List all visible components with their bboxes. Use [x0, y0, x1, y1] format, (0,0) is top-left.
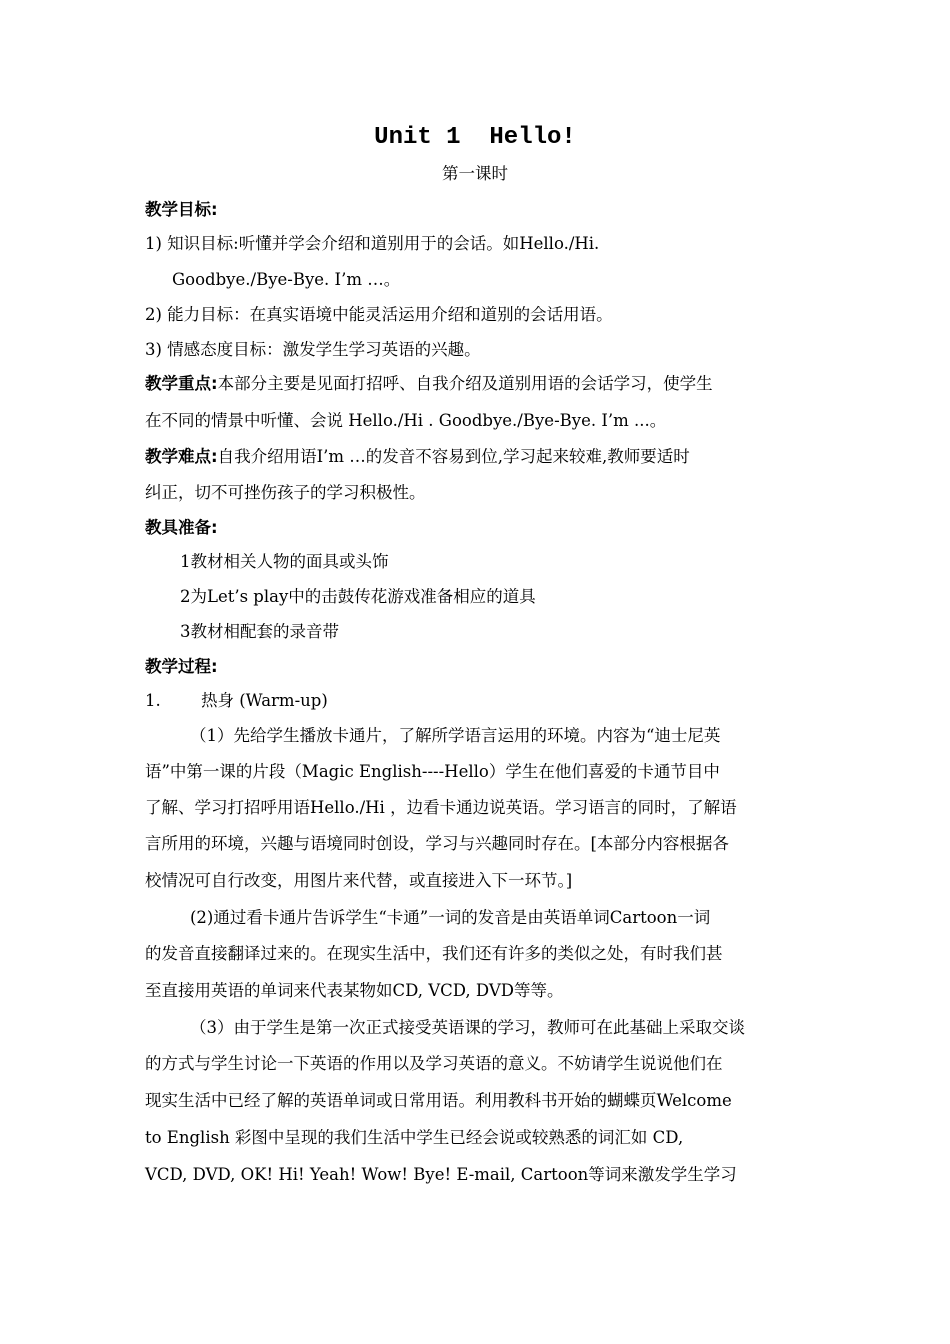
lesson-subtitle: 第一课时 [442, 164, 508, 183]
objective-item: 3) 情感态度目标：激发学生学习英语的兴趣。 [145, 340, 481, 359]
paragraph-line: 现实生活中已经了解的英语单词或日常用语。利用教科书开始的蝴蝶页Welcome [145, 1091, 732, 1110]
objective-item: Goodbye./Bye-Bye. I’m …。 [172, 270, 401, 289]
step-heading [145, 689, 328, 713]
objective-item: 1) 知识目标:听懂并学会介绍和道别用于的会话。如Hello./Hi. [145, 234, 600, 253]
step-label: 热身 (Warm-up) [201, 691, 328, 710]
difficulties-line: 纠正，切不可挫伤孩子的学习积极性。 [145, 483, 426, 502]
page-title: Unit 1 Hello! [374, 124, 576, 151]
key-points-label: 教学重点: [145, 374, 218, 393]
paragraph-line: （3）由于学生是第一次正式接受英语课的学习，教师可在此基础上采取交谈 [190, 1018, 745, 1037]
objective-item: 2) 能力目标：在真实语境中能灵活运用介绍和道别的会话用语。 [145, 305, 613, 324]
materials-heading: 教具准备: [145, 518, 218, 537]
paragraph-line: 校情况可自行改变，用图片来代替，或直接进入下一环节。] [145, 871, 573, 890]
difficulties-text: 自我介绍用语I’m …的发音不容易到位,学习起来较难,教师要适时 [217, 447, 690, 466]
material-item: 2为Let’s play中的击鼓传花游戏准备相应的道具 [180, 587, 536, 606]
key-points-line: 在不同的情景中听懂、会说 Hello./Hi . Goodbye./Bye-Bye. I’m ...。 [145, 411, 667, 430]
paragraph-line: （1）先给学生播放卡通片，了解所学语言运用的环境。内容为“迪士尼英 [190, 726, 721, 745]
paragraph-line: VCD, DVD, OK! Hi! Yeah! Wow! Bye! E-mail, Cartoon等词来激发学生学习 [145, 1165, 737, 1184]
paragraph-line: 的方式与学生讨论一下英语的作用以及学习英语的意义。不妨请学生说说他们在 [145, 1054, 723, 1073]
key-points-text: 本部分主要是见面打招呼、自我介绍及道别用语的会话学习，使学生 [217, 374, 713, 393]
difficulties-line [145, 445, 690, 469]
paragraph-line: 的发音直接翻译过来的。在现实生活中，我们还有许多的类似之处，有时我们甚 [145, 944, 723, 963]
paragraph-line: to English 彩图中呈现的我们生活中学生已经会说或较熟悉的词汇如 CD, [145, 1128, 684, 1147]
material-item: 1教材相关人物的面具或头饰 [180, 552, 389, 571]
process-heading: 教学过程: [145, 657, 218, 676]
paragraph-line: 语”中第一课的片段（Magic English----Hello）学生在他们喜爱的卡通节目中 [145, 762, 720, 781]
paragraph-line: 言所用的环境，兴趣与语境同时创设，学习与兴趣同时存在。[本部分内容根据各 [145, 834, 729, 853]
paragraph-line: (2)通过看卡通片告诉学生“卡通”一词的发音是由英语单词Cartoon一词 [190, 908, 711, 927]
paragraph-line: 至直接用英语的单词来代表某物如CD, VCD, DVD等等。 [145, 981, 564, 1000]
material-item: 3教材相配套的录音带 [180, 622, 339, 641]
difficulties-label: 教学难点: [145, 447, 218, 466]
paragraph-line: 了解、学习打招呼用语Hello./Hi ，边看卡通边说英语。学习语言的同时，了解语 [145, 798, 737, 817]
step-number: 1. [145, 691, 161, 710]
objectives-heading: 教学目标: [145, 200, 218, 219]
key-points-line [145, 372, 713, 396]
